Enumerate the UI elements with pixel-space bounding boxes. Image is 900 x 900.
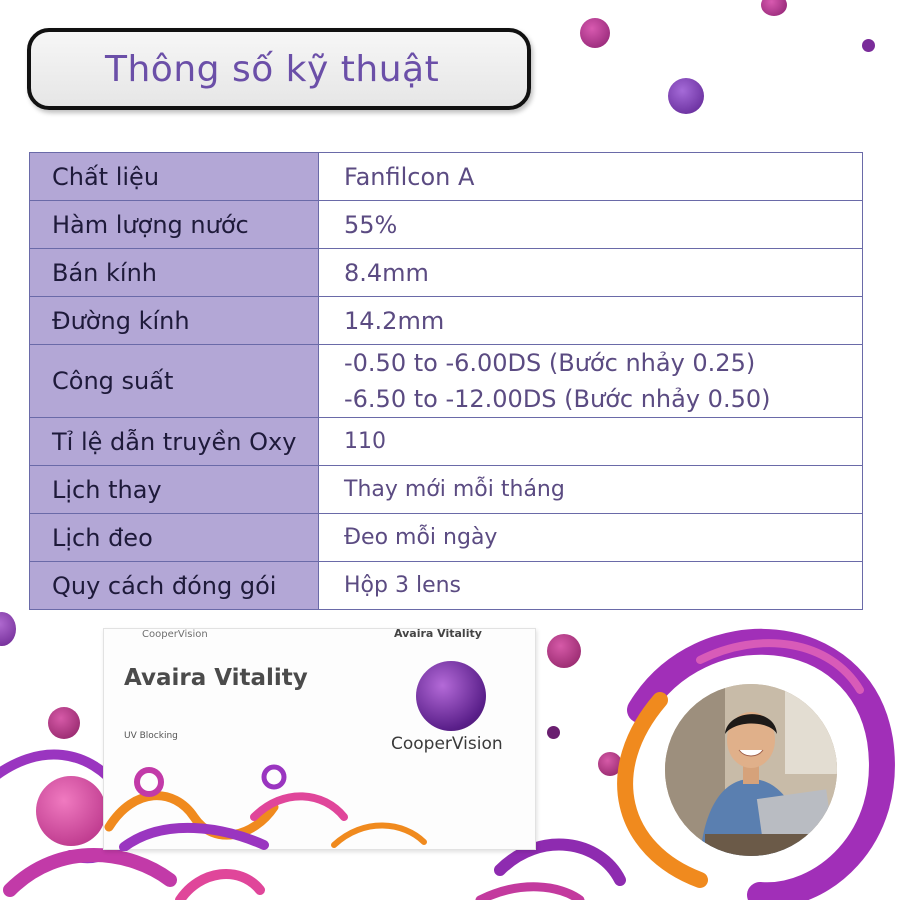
uv-label: UV Blocking bbox=[124, 731, 178, 741]
spec-value: Đeo mỗi ngày bbox=[319, 514, 863, 562]
spec-value bbox=[319, 345, 863, 418]
spec-label: Tỉ lệ dẫn truyền Oxy bbox=[30, 418, 319, 466]
title-box bbox=[27, 28, 531, 110]
table-row bbox=[30, 249, 863, 297]
spec-value: Fanfilcon A bbox=[319, 153, 863, 201]
spec-label: Lịch thay bbox=[30, 466, 319, 514]
decorative-dot bbox=[862, 39, 875, 52]
box-brand-top: CooperVision bbox=[142, 629, 208, 640]
spec-value-line: -6.50 to -12.00DS (Bước nhảy 0.50) bbox=[344, 385, 771, 413]
spec-value: 14.2mm bbox=[319, 297, 863, 345]
table-row bbox=[30, 418, 863, 466]
spec-value: Hộp 3 lens bbox=[319, 562, 863, 610]
spec-label: Lịch đeo bbox=[30, 514, 319, 562]
spec-label: Quy cách đóng gói bbox=[30, 562, 319, 610]
table-row bbox=[30, 514, 863, 562]
product-name: Avaira Vitality bbox=[124, 665, 308, 691]
spec-value: 8.4mm bbox=[319, 249, 863, 297]
spec-label: Chất liệu bbox=[30, 153, 319, 201]
swirl-decoration bbox=[104, 757, 537, 851]
spec-label: Đường kính bbox=[30, 297, 319, 345]
decorative-dot bbox=[761, 0, 787, 16]
page-title: Thông số kỹ thuật bbox=[105, 49, 440, 90]
model-photo bbox=[665, 684, 837, 856]
decorative-dot bbox=[668, 78, 704, 114]
spec-value-line: -0.50 to -6.00DS (Bước nhảy 0.25) bbox=[344, 349, 756, 377]
spec-label: Hàm lượng nước bbox=[30, 201, 319, 249]
person-illustration bbox=[665, 684, 837, 856]
table-row bbox=[30, 201, 863, 249]
table-row bbox=[30, 153, 863, 201]
table-row bbox=[30, 345, 863, 418]
spec-table bbox=[29, 152, 863, 610]
lens-logo-icon bbox=[416, 661, 486, 731]
table-row bbox=[30, 562, 863, 610]
spec-value: 110 bbox=[319, 418, 863, 466]
box-brand: CooperVision bbox=[391, 734, 503, 754]
spec-label: Bán kính bbox=[30, 249, 319, 297]
spec-label: Công suất bbox=[30, 345, 319, 418]
table-row bbox=[30, 466, 863, 514]
decorative-dot bbox=[580, 18, 610, 48]
spec-value: Thay mới mỗi tháng bbox=[319, 466, 863, 514]
product-box bbox=[103, 628, 536, 850]
box-name-top: Avaira Vitality bbox=[394, 627, 482, 640]
table-row bbox=[30, 297, 863, 345]
spec-value: 55% bbox=[319, 201, 863, 249]
